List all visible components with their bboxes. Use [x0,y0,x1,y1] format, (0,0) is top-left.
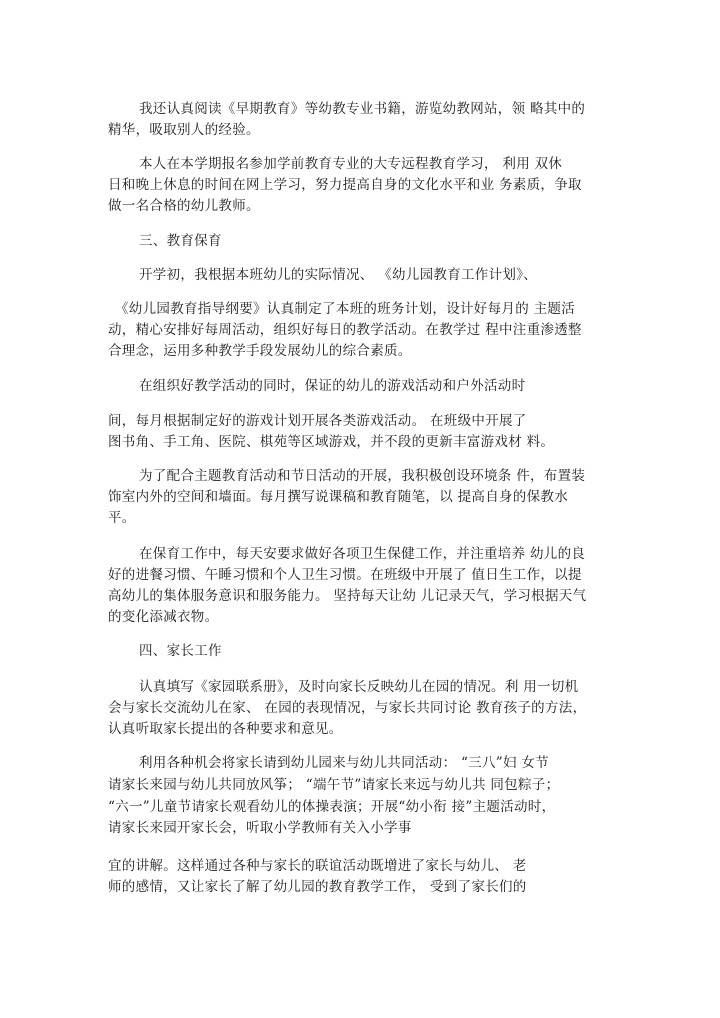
paragraph-line: 合理念，运用多种教学手段发展幼儿的综合素质。 [108,343,412,359]
paragraph-line: 本人在本学期报名参加学前教育专业的大专远程教育学习， 利用 双休 [139,156,563,172]
paragraph-line: 高幼儿的集体服务意识和服务能力。 坚持每天让幼 儿记录天气，学习根据天气 [108,588,587,604]
paragraph-line: 日和晚上休息的时间在网上学习，努力提高自身的文化水平和业 务素质，争取 [108,177,582,193]
paragraph-line: 在组织好教学活动的同时，保证的幼儿的游戏活动和户外活动时 [139,378,526,394]
paragraph-line: 动，精心安排好每周活动，组织好每日的教学活动。在教学过 程中注重渗透整 [108,322,582,338]
paragraph-line: 会与家长交流幼儿在家、 在园的表现情况，与家长共同讨论 教育孩子的方法， [108,700,587,716]
paragraph-line: “六一”儿童节请家长观看幼儿的体操表演；开展“幼小衔 接”主题活动时， [108,799,556,815]
paragraph-line: 认真填写《家园联系册》，及时向家长反映幼儿在园的情况。利 用一切机 [139,679,579,695]
paragraph-line: 《幼儿园教育指导纲要》认真制定了本班的班务计划，设计好每月的 主题活 [115,301,575,317]
paragraph-line: 为了配合主题教育活动和节日活动的开展，我积极创设环境条 件，布置装 [139,468,586,484]
paragraph-line: 师的感情，又让家长了解了幼儿园的教育教学工作， 受到了家长们的 [108,879,527,895]
paragraph-line: 平。 [108,510,136,526]
paragraph-line: 图书角、手工角、医院、棋苑等区域游戏，并不段的更新丰富游戏材 料。 [108,434,555,450]
paragraph-line: 我还认真阅读《早期教育》等幼教专业书籍，游览幼教网站，领 略其中的 [139,101,586,117]
paragraph-line: 请家长来园与幼儿共同放风筝； “端午节”请家长来远与幼儿共 同包粽子； [108,777,560,793]
paragraph-line: 好的进餐习惯、午睡习惯和个人卫生习惯。在班级中开展了 值日生工作，以提 [108,567,582,583]
paragraph-line: 做一名合格的幼儿教师。 [108,198,260,214]
paragraph-line: 在保育工作中，每天安要求做好各项卫生保健工作，并注重培养 幼儿的良 [139,546,586,562]
section-heading: 三、教育保育 [139,233,222,249]
paragraph-line: 宜的讲解。这样通过各种与家长的联谊活动既增进了家长与幼儿、 老 [108,858,527,874]
paragraph-line: 认真听取家长提出的各种要求和意见。 [108,721,343,737]
paragraph-line: 的变化添减衣物。 [108,609,219,625]
paragraph-line: 开学初，我根据本班幼儿的实际情况、 《幼儿园教育工作计划》、 [139,267,538,283]
paragraph-line: 请家长来园开家长会，听取小学教师有关入小学事 [108,820,412,836]
section-heading: 四、家长工作 [139,643,222,659]
paragraph-line: 精华，吸取别人的经验。 [108,122,260,138]
paragraph-line: 饰室内外的空间和墙面。每月撰写说课稿和教育随笔，以 提高自身的保教水 [108,489,568,505]
paragraph-line: 利用各种机会将家长请到幼儿园来与幼儿共同活动： “三八”妇 女节 [139,755,549,771]
paragraph-line: 间，每月根据制定好的游戏计划开展各类游戏活动。 在班级中开展了 [108,413,527,429]
